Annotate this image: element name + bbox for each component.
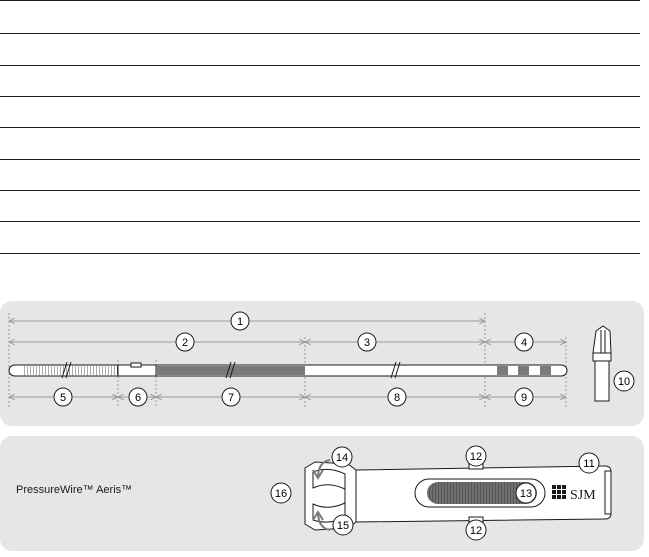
sensor-window xyxy=(131,363,141,367)
guide-lines xyxy=(9,313,566,408)
callout-4: 4 xyxy=(520,337,528,349)
callout-13: 13 xyxy=(519,488,533,500)
callout-3: 3 xyxy=(363,337,371,349)
callout-1: 1 xyxy=(236,316,244,328)
callout-7: 7 xyxy=(227,392,235,404)
connector-band xyxy=(540,366,551,375)
callout-10: 10 xyxy=(617,376,631,388)
callout-6: 6 xyxy=(134,392,142,404)
logo-text: SJM xyxy=(570,488,596,503)
callout-9: 9 xyxy=(520,392,528,404)
callout-16: 16 xyxy=(274,488,288,500)
connector-band xyxy=(497,366,508,375)
coil-section xyxy=(22,366,118,375)
callout-12-bottom: 12 xyxy=(469,525,483,537)
callout-14: 14 xyxy=(335,452,349,464)
callout-12-top: 12 xyxy=(469,451,483,463)
callout-11: 11 xyxy=(583,458,595,470)
connector-band xyxy=(518,366,529,375)
dimension-arrows xyxy=(10,321,565,397)
connector-device-diagram xyxy=(271,446,611,540)
product-label: PressureWire™ Aeris™ xyxy=(16,484,133,496)
guidewire xyxy=(9,362,567,378)
callout-5: 5 xyxy=(59,392,67,404)
coated-section xyxy=(156,366,305,375)
callout-2: 2 xyxy=(181,337,189,349)
callout-15: 15 xyxy=(336,520,350,532)
guidewire-diagram xyxy=(9,312,634,408)
callouts-top xyxy=(54,312,634,406)
callout-8: 8 xyxy=(393,392,401,404)
torque-device xyxy=(593,326,611,401)
